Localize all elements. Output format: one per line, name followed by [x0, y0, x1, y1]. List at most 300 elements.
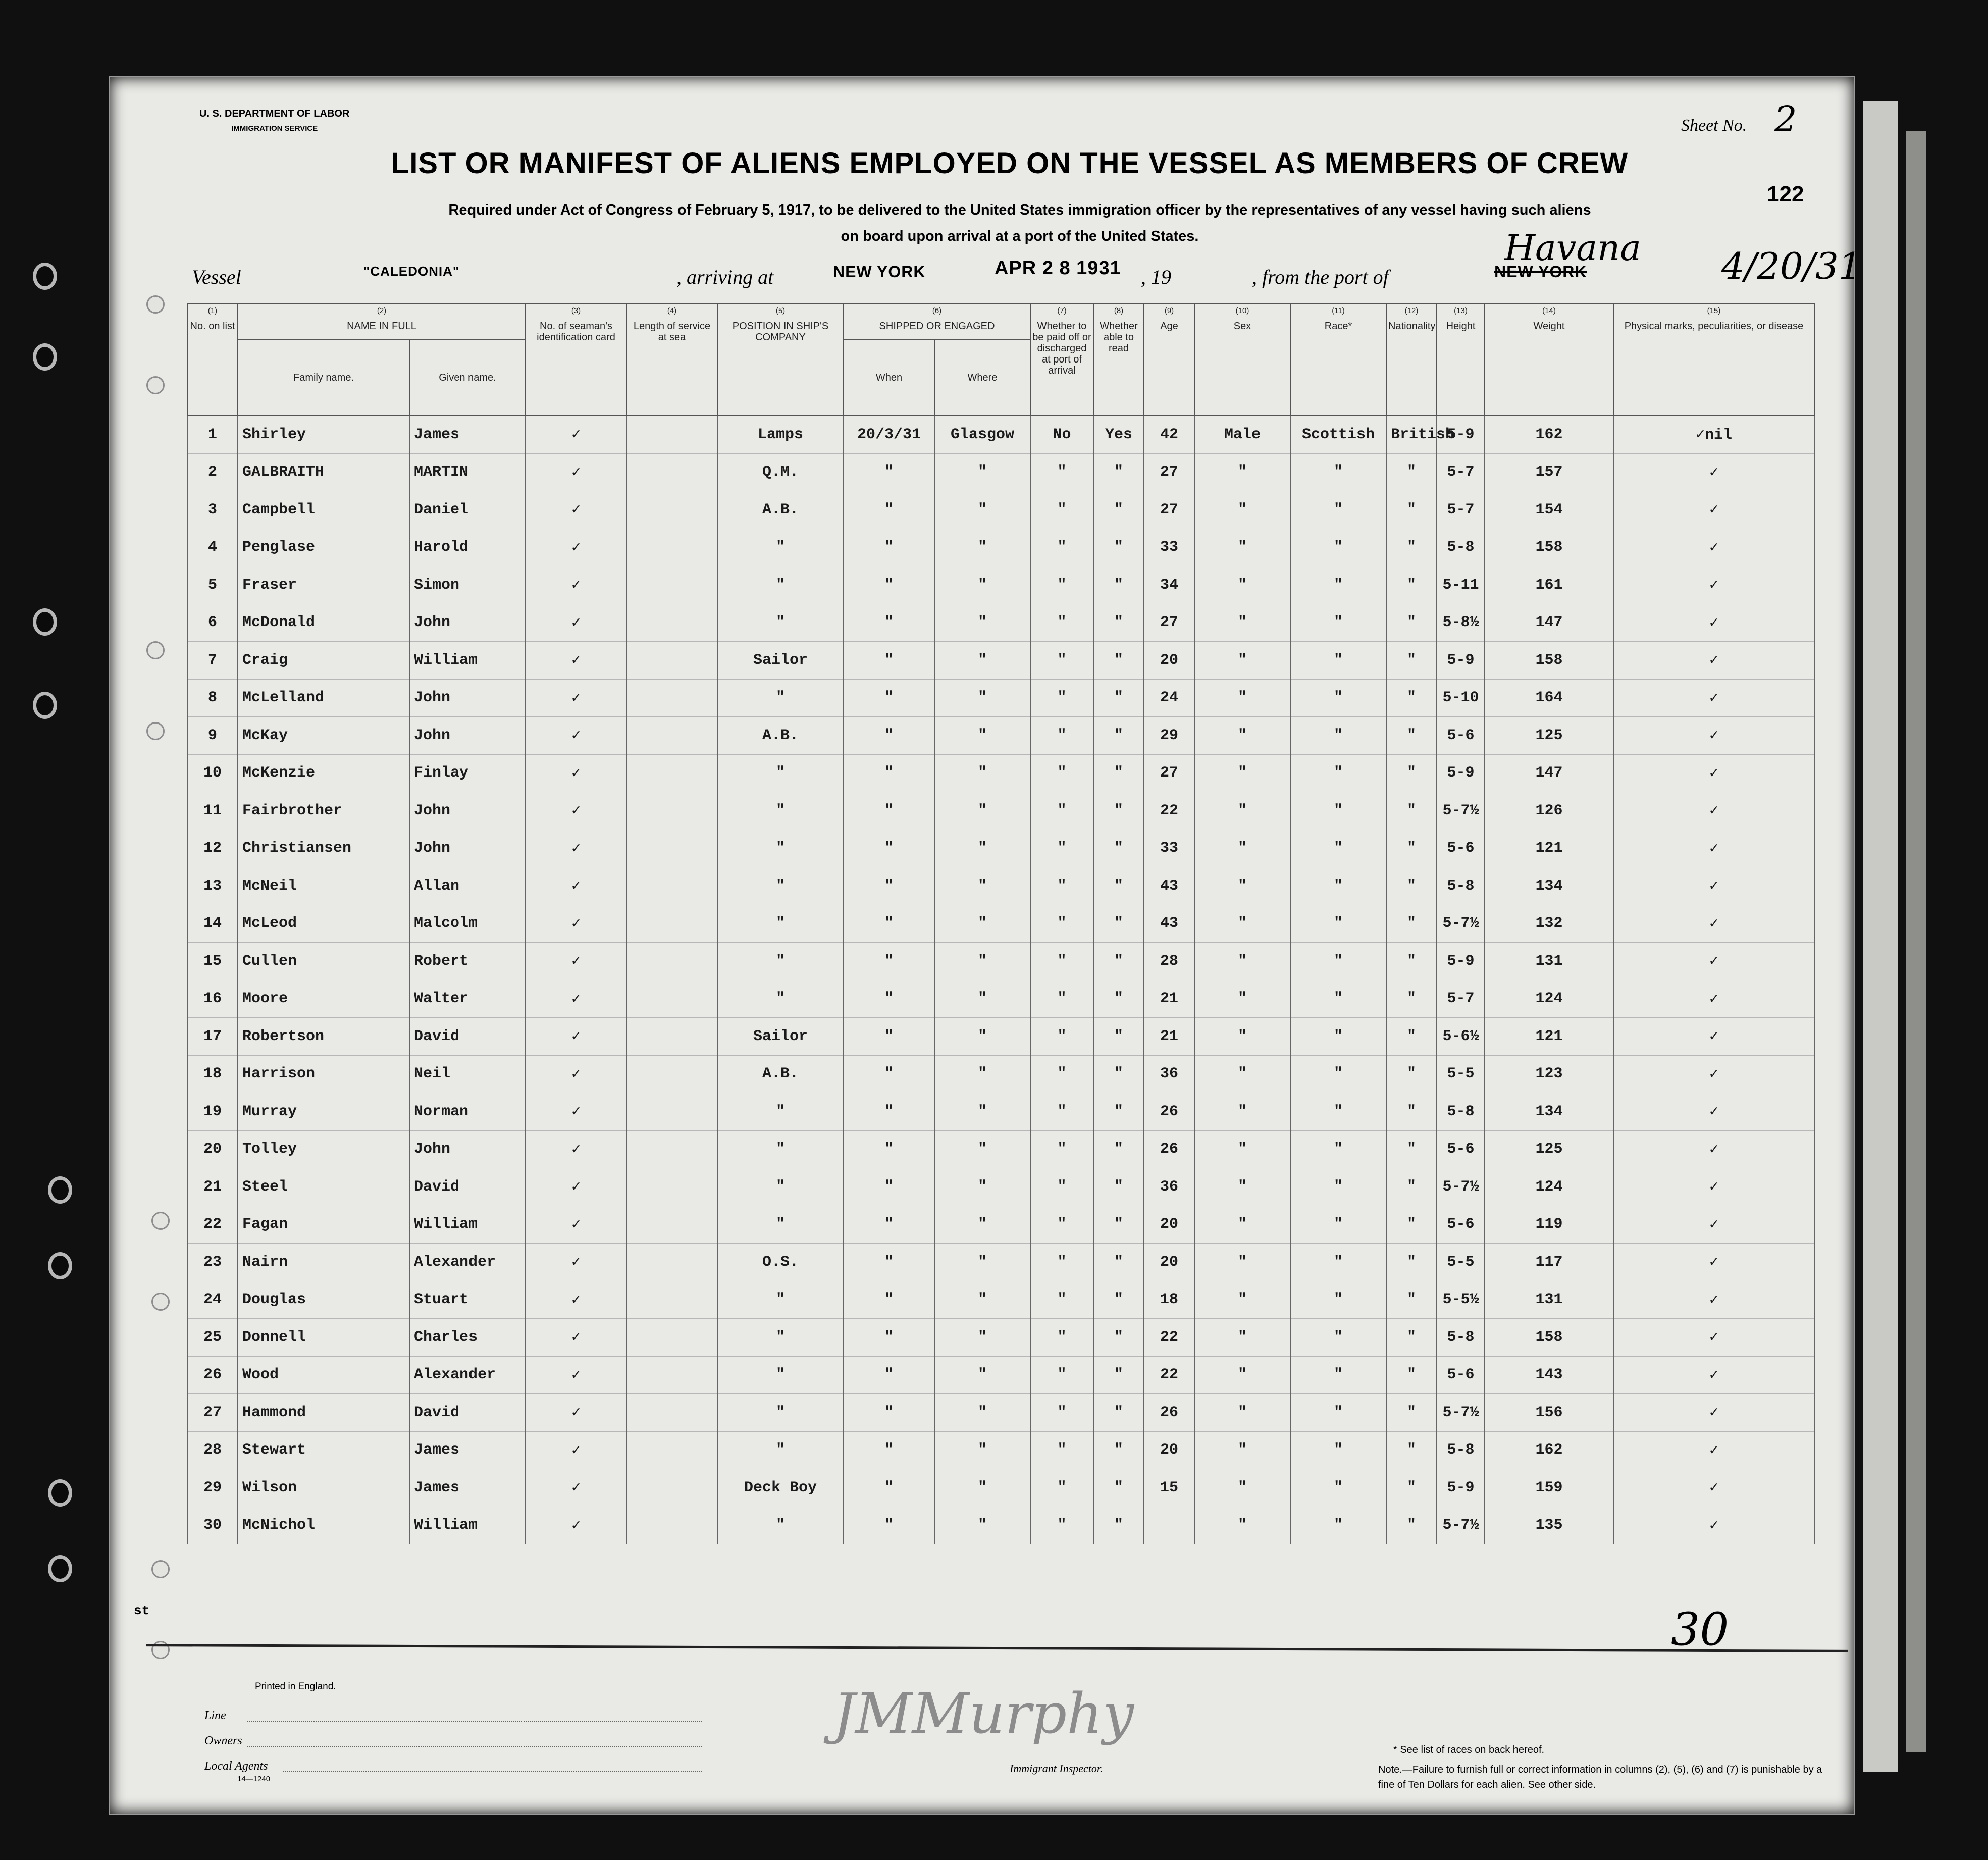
cell-race: ": [1290, 1431, 1386, 1469]
cell-sex: ": [1194, 980, 1290, 1018]
cell-row-number: 27: [187, 1394, 238, 1432]
cell-height: 5-7: [1437, 491, 1485, 529]
cell-row-number: 4: [187, 529, 238, 566]
owners-field: [247, 1732, 702, 1747]
cell-able-to-read: ": [1093, 717, 1144, 755]
from-port-struck: NEW YORK: [1494, 263, 1587, 281]
cell-sex: ": [1194, 453, 1290, 491]
cell-position: ": [717, 867, 844, 905]
cell-race: ": [1290, 1281, 1386, 1319]
cell-position: Sailor: [717, 642, 844, 680]
cell-physical-marks: ✓: [1613, 642, 1814, 680]
cell-service-length: [626, 416, 717, 453]
cell-given-name: Norman: [409, 1093, 526, 1131]
cell-given-name: James: [409, 1469, 526, 1507]
cell-position: Sailor: [717, 1018, 844, 1056]
cell-shipped-when: ": [844, 1281, 934, 1319]
cell-id-card-mark: ✓: [526, 679, 626, 717]
punch-hole: [146, 641, 165, 659]
cell-row-number: 17: [187, 1018, 238, 1056]
cell-shipped-when: ": [844, 943, 934, 980]
cell-weight: 164: [1485, 679, 1613, 717]
cell-row-number: 3: [187, 491, 238, 529]
service-name: IMMIGRATION SERVICE: [231, 124, 318, 133]
cell-id-card-mark: ✓: [526, 1319, 626, 1357]
cell-shipped-where: ": [934, 1244, 1030, 1281]
cell-physical-marks: ✓: [1613, 1244, 1814, 1281]
cell-shipped-when: ": [844, 1356, 934, 1394]
cell-paid-off: ": [1030, 1356, 1093, 1394]
cell-sex: ": [1194, 1168, 1290, 1206]
cell-race: ": [1290, 1130, 1386, 1168]
cell-given-name: Charles: [409, 1319, 526, 1357]
cell-sex: ": [1194, 1394, 1290, 1432]
cell-age: 27: [1144, 453, 1194, 491]
cell-sex: ": [1194, 1244, 1290, 1281]
col-header-height: (13) Height: [1437, 303, 1485, 416]
cell-family-name: McKay: [238, 717, 409, 755]
cell-family-name: Fagan: [238, 1206, 409, 1244]
cell-weight: 119: [1485, 1206, 1613, 1244]
races-note: * See list of races on back hereof.: [1393, 1744, 1545, 1755]
cell-shipped-when: ": [844, 754, 934, 792]
cell-weight: 124: [1485, 1168, 1613, 1206]
cell-weight: 117: [1485, 1244, 1613, 1281]
line-label: Line: [204, 1709, 226, 1722]
table-row: [187, 679, 1814, 717]
cell-physical-marks: ✓: [1613, 905, 1814, 943]
page-edge-middle: [1863, 101, 1898, 1772]
cell-shipped-when: ": [844, 491, 934, 529]
cell-nationality: ": [1386, 980, 1437, 1018]
punch-hole: [146, 295, 165, 314]
cell-paid-off: ": [1030, 1319, 1093, 1357]
punch-hole: [151, 1212, 170, 1230]
vessel-name: "CALEDONIA": [363, 264, 460, 279]
cell-able-to-read: ": [1093, 1431, 1144, 1469]
cell-service-length: [626, 642, 717, 680]
cell-race: ": [1290, 792, 1386, 830]
cell-id-card-mark: ✓: [526, 1431, 626, 1469]
cell-paid-off: ": [1030, 453, 1093, 491]
cell-weight: 156: [1485, 1394, 1613, 1432]
cell-shipped-where: ": [934, 1018, 1030, 1056]
department-heading: [199, 106, 349, 136]
cell-weight: 126: [1485, 792, 1613, 830]
crew-manifest-table: [187, 303, 1815, 1544]
cell-paid-off: ": [1030, 1281, 1093, 1319]
cell-family-name: Cullen: [238, 943, 409, 980]
cell-height: 5-9: [1437, 943, 1485, 980]
cell-age: 33: [1144, 830, 1194, 867]
cell-physical-marks: ✓: [1613, 1168, 1814, 1206]
cell-service-length: [626, 529, 717, 566]
cell-position: ": [717, 1206, 844, 1244]
cell-shipped-where: ": [934, 980, 1030, 1018]
cell-nationality: ": [1386, 830, 1437, 867]
cell-race: ": [1290, 1244, 1386, 1281]
line-field: [247, 1707, 702, 1722]
cell-shipped-where: ": [934, 754, 1030, 792]
cell-race: ": [1290, 754, 1386, 792]
cell-race: ": [1290, 1394, 1386, 1432]
cell-shipped-where: ": [934, 830, 1030, 867]
cell-row-number: 6: [187, 604, 238, 642]
year-label: , 19: [1141, 266, 1171, 288]
cell-given-name: David: [409, 1168, 526, 1206]
cell-family-name: Donnell: [238, 1319, 409, 1357]
subtitle-line-2: on board upon arrival at a port of the United States.: [841, 228, 1199, 244]
punch-hole: [146, 722, 165, 740]
cell-able-to-read: ": [1093, 1244, 1144, 1281]
cell-race: ": [1290, 830, 1386, 867]
cell-family-name: Wilson: [238, 1469, 409, 1507]
cell-able-to-read: ": [1093, 604, 1144, 642]
cell-given-name: Alexander: [409, 1244, 526, 1281]
cell-paid-off: ": [1030, 792, 1093, 830]
cell-shipped-where: ": [934, 717, 1030, 755]
cell-row-number: 10: [187, 754, 238, 792]
cell-physical-marks: ✓: [1613, 1356, 1814, 1394]
cell-id-card-mark: ✓: [526, 1394, 626, 1432]
cell-nationality: ": [1386, 453, 1437, 491]
table-row: [187, 1168, 1814, 1206]
cell-able-to-read: ": [1093, 1206, 1144, 1244]
cell-race: ": [1290, 1356, 1386, 1394]
cell-able-to-read: ": [1093, 529, 1144, 566]
cell-row-number: 23: [187, 1244, 238, 1281]
col-header-service: (4) Length of service at sea: [626, 303, 717, 416]
cell-family-name: Steel: [238, 1168, 409, 1206]
cell-nationality: ": [1386, 717, 1437, 755]
cell-able-to-read: Yes: [1093, 416, 1144, 453]
table-row: [187, 642, 1814, 680]
cell-sex: ": [1194, 642, 1290, 680]
cell-nationality: ": [1386, 642, 1437, 680]
cell-service-length: [626, 604, 717, 642]
cell-sex: ": [1194, 1093, 1290, 1131]
cell-height: 5-7½: [1437, 1168, 1485, 1206]
cell-position: Lamps: [717, 416, 844, 453]
cell-id-card-mark: ✓: [526, 717, 626, 755]
cell-race: ": [1290, 566, 1386, 604]
cell-family-name: McKenzie: [238, 754, 409, 792]
cell-id-card-mark: ✓: [526, 1168, 626, 1206]
cell-physical-marks: ✓: [1613, 566, 1814, 604]
binder-hole: [48, 1176, 72, 1204]
cell-id-card-mark: ✓: [526, 754, 626, 792]
cell-service-length: [626, 867, 717, 905]
cell-weight: 162: [1485, 416, 1613, 453]
cell-physical-marks: ✓: [1613, 1281, 1814, 1319]
cell-able-to-read: ": [1093, 943, 1144, 980]
cell-row-number: 30: [187, 1507, 238, 1544]
cell-height: 5-8: [1437, 1431, 1485, 1469]
cell-race: ": [1290, 1055, 1386, 1093]
cell-able-to-read: ": [1093, 867, 1144, 905]
table-row: [187, 1130, 1814, 1168]
cell-sex: ": [1194, 491, 1290, 529]
cell-shipped-where: ": [934, 566, 1030, 604]
cell-nationality: ": [1386, 1507, 1437, 1544]
handwritten-total: 30: [1671, 1603, 1729, 1656]
cell-age: 27: [1144, 754, 1194, 792]
cell-shipped-when: ": [844, 792, 934, 830]
cell-sex: ": [1194, 1055, 1290, 1093]
col-header-name: (2) NAME IN FULL: [238, 303, 526, 340]
cell-shipped-when: ": [844, 1507, 934, 1544]
cell-nationality: ": [1386, 943, 1437, 980]
cell-height: 5-7½: [1437, 1507, 1485, 1544]
cell-age: 27: [1144, 491, 1194, 529]
cell-paid-off: ": [1030, 1168, 1093, 1206]
cell-height: 5-8: [1437, 1093, 1485, 1131]
inspector-signature: JMMurphy: [833, 1681, 1134, 1746]
cell-able-to-read: ": [1093, 1168, 1144, 1206]
cell-weight: 143: [1485, 1356, 1613, 1394]
cell-given-name: John: [409, 830, 526, 867]
cell-nationality: ": [1386, 1206, 1437, 1244]
cell-service-length: [626, 1244, 717, 1281]
cell-sex: ": [1194, 604, 1290, 642]
cell-race: ": [1290, 453, 1386, 491]
cell-able-to-read: ": [1093, 453, 1144, 491]
cell-row-number: 25: [187, 1319, 238, 1357]
cell-family-name: McNeil: [238, 867, 409, 905]
cell-family-name: Stewart: [238, 1431, 409, 1469]
cell-physical-marks: ✓nil: [1613, 416, 1814, 453]
cell-race: ": [1290, 717, 1386, 755]
cell-race: ": [1290, 679, 1386, 717]
cell-shipped-where: ": [934, 1281, 1030, 1319]
binder-hole: [33, 263, 57, 290]
cell-given-name: Finlay: [409, 754, 526, 792]
cell-shipped-where: ": [934, 679, 1030, 717]
cell-weight: 158: [1485, 642, 1613, 680]
cell-family-name: McLelland: [238, 679, 409, 717]
punch-hole: [151, 1560, 170, 1578]
cell-position: ": [717, 679, 844, 717]
col-header-paid-off: (7) Whether to be paid off or discharged at port of arrival: [1030, 303, 1093, 416]
cell-sex: ": [1194, 1356, 1290, 1394]
col-header-nationality: (12) Nationality: [1386, 303, 1437, 416]
cell-able-to-read: ": [1093, 1356, 1144, 1394]
cell-able-to-read: ": [1093, 1469, 1144, 1507]
cell-race: ": [1290, 1507, 1386, 1544]
cell-paid-off: ": [1030, 1507, 1093, 1544]
cell-paid-off: ": [1030, 566, 1093, 604]
cell-paid-off: ": [1030, 679, 1093, 717]
cell-shipped-when: ": [844, 566, 934, 604]
cell-nationality: ": [1386, 1168, 1437, 1206]
cell-id-card-mark: ✓: [526, 416, 626, 453]
cell-age: 22: [1144, 1356, 1194, 1394]
cell-able-to-read: ": [1093, 792, 1144, 830]
cell-shipped-when: ": [844, 604, 934, 642]
cell-sex: ": [1194, 717, 1290, 755]
cell-physical-marks: ✓: [1613, 867, 1814, 905]
cell-age: 29: [1144, 717, 1194, 755]
cell-row-number: 11: [187, 792, 238, 830]
cell-physical-marks: ✓: [1613, 529, 1814, 566]
cell-nationality: ": [1386, 1356, 1437, 1394]
cell-weight: 147: [1485, 604, 1613, 642]
cell-row-number: 20: [187, 1130, 238, 1168]
cell-age: 26: [1144, 1093, 1194, 1131]
cell-row-number: 21: [187, 1168, 238, 1206]
cell-nationality: ": [1386, 529, 1437, 566]
cell-nationality: ": [1386, 1469, 1437, 1507]
cell-shipped-where: ": [934, 1168, 1030, 1206]
col-header-where: Where: [934, 340, 1030, 416]
cell-race: ": [1290, 1168, 1386, 1206]
cell-service-length: [626, 1394, 717, 1432]
cell-position: ": [717, 1168, 844, 1206]
cell-height: 5-6: [1437, 717, 1485, 755]
cell-sex: ": [1194, 867, 1290, 905]
cell-service-length: [626, 1469, 717, 1507]
table-row: [187, 604, 1814, 642]
cell-able-to-read: ": [1093, 1507, 1144, 1544]
form-code: 14—1240: [237, 1775, 271, 1783]
cell-family-name: Douglas: [238, 1281, 409, 1319]
cell-position: ": [717, 604, 844, 642]
cell-id-card-mark: ✓: [526, 792, 626, 830]
cell-shipped-where: ": [934, 1469, 1030, 1507]
cell-id-card-mark: ✓: [526, 566, 626, 604]
cell-row-number: 16: [187, 980, 238, 1018]
cell-sex: ": [1194, 1281, 1290, 1319]
punch-hole: [151, 1293, 170, 1311]
cell-given-name: Harold: [409, 529, 526, 566]
cell-family-name: Robertson: [238, 1018, 409, 1056]
cell-able-to-read: ": [1093, 1130, 1144, 1168]
cell-shipped-where: ": [934, 1431, 1030, 1469]
cell-position: ": [717, 830, 844, 867]
binder-hole: [48, 1555, 72, 1582]
cell-service-length: [626, 1431, 717, 1469]
cell-given-name: Malcolm: [409, 905, 526, 943]
cell-age: 24: [1144, 679, 1194, 717]
cell-nationality: ": [1386, 1130, 1437, 1168]
cell-id-card-mark: ✓: [526, 1507, 626, 1544]
cell-family-name: Wood: [238, 1356, 409, 1394]
cell-race: ": [1290, 529, 1386, 566]
col-header-no: (1) No. on list: [187, 303, 238, 416]
col-header-age: (9) Age: [1144, 303, 1194, 416]
page-title: LIST OR MANIFEST OF ALIENS EMPLOYED ON THE VESSEL AS MEMBERS OF CREW: [391, 147, 1629, 180]
cell-height: 5-9: [1437, 1469, 1485, 1507]
table-row: [187, 1244, 1814, 1281]
cell-height: 5-7: [1437, 453, 1485, 491]
cell-position: ": [717, 1431, 844, 1469]
cell-paid-off: ": [1030, 905, 1093, 943]
cell-age: 27: [1144, 604, 1194, 642]
cell-sex: ": [1194, 679, 1290, 717]
cell-shipped-when: ": [844, 1018, 934, 1056]
cell-service-length: [626, 1093, 717, 1131]
cell-shipped-where: ": [934, 1507, 1030, 1544]
cell-given-name: John: [409, 604, 526, 642]
cell-given-name: James: [409, 1431, 526, 1469]
cell-able-to-read: ": [1093, 1093, 1144, 1131]
cell-service-length: [626, 1130, 717, 1168]
page-edge-back: [1906, 131, 1926, 1752]
cell-age: 20: [1144, 1431, 1194, 1469]
cell-service-length: [626, 1055, 717, 1093]
cell-nationality: ": [1386, 754, 1437, 792]
cell-physical-marks: ✓: [1613, 717, 1814, 755]
cell-shipped-where: ": [934, 1130, 1030, 1168]
crew-rows: [187, 416, 1814, 1544]
cell-row-number: 18: [187, 1055, 238, 1093]
table-row: [187, 1018, 1814, 1056]
cell-shipped-when: ": [844, 1394, 934, 1432]
cell-row-number: 15: [187, 943, 238, 980]
table-row: [187, 566, 1814, 604]
cell-shipped-where: ": [934, 642, 1030, 680]
cell-position: ": [717, 1093, 844, 1131]
cell-physical-marks: ✓: [1613, 1055, 1814, 1093]
cell-paid-off: ": [1030, 1093, 1093, 1131]
cell-position: ": [717, 980, 844, 1018]
cell-weight: 134: [1485, 1093, 1613, 1131]
cell-able-to-read: ": [1093, 1319, 1144, 1357]
inspector-label: Immigrant Inspector.: [1010, 1762, 1103, 1775]
cell-shipped-where: ": [934, 1319, 1030, 1357]
cell-id-card-mark: ✓: [526, 1093, 626, 1131]
cell-given-name: Alexander: [409, 1356, 526, 1394]
page-number: 122: [1767, 182, 1804, 206]
cell-nationality: ": [1386, 792, 1437, 830]
cell-paid-off: No: [1030, 416, 1093, 453]
cell-paid-off: ": [1030, 1206, 1093, 1244]
cell-height: 5-5: [1437, 1244, 1485, 1281]
cell-position: ": [717, 905, 844, 943]
cell-family-name: Christiansen: [238, 830, 409, 867]
cell-family-name: GALBRAITH: [238, 453, 409, 491]
cell-family-name: Fraser: [238, 566, 409, 604]
cell-shipped-where: ": [934, 491, 1030, 529]
cell-age: 20: [1144, 1206, 1194, 1244]
cell-height: 5-5: [1437, 1055, 1485, 1093]
cell-paid-off: ": [1030, 604, 1093, 642]
cell-sex: ": [1194, 830, 1290, 867]
cell-age: 22: [1144, 1319, 1194, 1357]
subtitle-line-1: Required under Act of Congress of February 5, 1917, to be delivered to the United States immigration officer by the representatives of any vessel having such aliens: [448, 202, 1591, 218]
arrival-port: NEW YORK: [833, 263, 926, 281]
cell-physical-marks: ✓: [1613, 1507, 1814, 1544]
cell-position: ": [717, 754, 844, 792]
cell-physical-marks: ✓: [1613, 1469, 1814, 1507]
cell-race: ": [1290, 1018, 1386, 1056]
cell-service-length: [626, 1507, 717, 1544]
cell-age: 43: [1144, 867, 1194, 905]
cell-id-card-mark: ✓: [526, 642, 626, 680]
cell-row-number: 12: [187, 830, 238, 867]
table-row: [187, 1394, 1814, 1432]
cell-weight: 159: [1485, 1469, 1613, 1507]
cell-race: Scottish: [1290, 416, 1386, 453]
arriving-label: , arriving at: [676, 266, 774, 288]
cell-physical-marks: ✓: [1613, 1394, 1814, 1432]
cell-age: 20: [1144, 642, 1194, 680]
cell-sex: ": [1194, 754, 1290, 792]
cell-family-name: Fairbrother: [238, 792, 409, 830]
cell-weight: 162: [1485, 1431, 1613, 1469]
table-row: [187, 717, 1814, 755]
col-header-read: (8) Whether able to read: [1093, 303, 1144, 416]
